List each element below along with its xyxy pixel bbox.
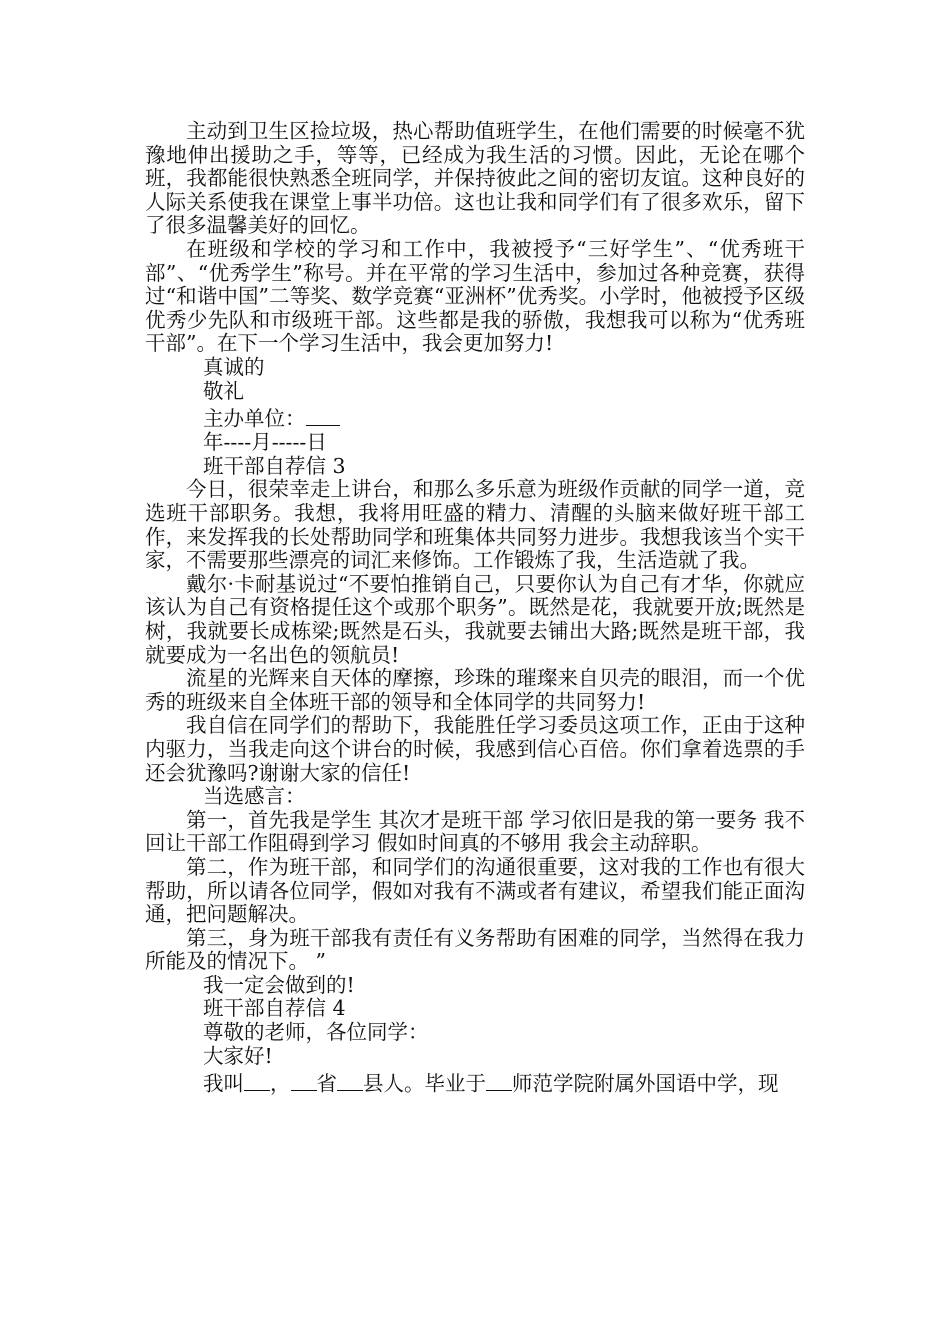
college-blank [486, 1068, 512, 1091]
paragraph-first-point: 第一，首先我是学生 其次才是班干部 学习依旧是我的第一要务 我不回让干部工作阻碍到学习 假如时间真的不够用 我会主动辞职。 [145, 807, 805, 856]
closing-sincerely: 真诚的 [203, 354, 265, 379]
heading-letter-3: 班干部自荐信 3 [203, 453, 346, 478]
paragraph-honors: 在班级和学校的学习和工作中，我被授予“三好学生”、“优秀班干部”、“优秀学生”称号。并在平常的学习生活中，参加过各种竞赛，获得过“和谐中国”二等奖、数学竞赛“亚洲杯”优秀奖。小学时，他被授予区级优秀少先队和市级班干部。这些都是我的骄傲，我想我可以称为“优秀班干部”。在下一个学习生活中，我会更加努力! [145, 236, 805, 356]
document-body [145, 120, 805, 1096]
paragraph-meteor: 流星的光辉来自天体的摩擦，珍珠的璀璨来自贝壳的眼泪，而一个优秀的班级来自全体班干部的领导和全体同学的共同努力! [145, 666, 805, 714]
self-intro-part-2: ， [270, 1071, 291, 1096]
paragraph-intro-3: 今日，很荣幸走上讲台，和那么多乐意为班级作贡献的同学一道，竞选班干部职务。我想，我将用旺盛的精力、清醒的头脑来做好班干部工作，来发挥我的长处帮助同学和班集体共同努力进步。我想我该当个实干家，不需要那些漂亮的词汇来修饰。工作锻炼了我，生活造就了我。 [145, 477, 805, 573]
paragraph-second-point: 第二，作为班干部，和同学们的沟通很重要，这对我的工作也有很大帮助，所以请各位同学，假如对我有不满或者有建议，希望我们能正面沟通，把问题解决。 [145, 854, 805, 927]
province-blank [291, 1068, 317, 1091]
self-intro-line [145, 1068, 805, 1096]
greeting-line: 大家好! [203, 1043, 273, 1068]
salutation-teachers: 尊敬的老师，各位同学： [203, 1020, 429, 1045]
paragraph-confidence: 我自信在同学们的帮助下，我能胜任学习委员这项工作，正由于这种内驱力，当我走向这个讲台的时候，我感到信心百倍。你们拿着选票的手还会犹豫吗?谢谢大家的信任! [145, 713, 805, 785]
county-blank [337, 1068, 363, 1091]
closing-regards: 敬礼 [203, 378, 244, 403]
self-intro-part-4: 县人。毕业于 [363, 1071, 486, 1096]
date-line: 年----月-----日 [203, 430, 327, 455]
paragraph-helping-classmates: 主动到卫生区捡垃圾，热心帮助值班学生，在他们需要的时候毫不犹豫地伸出援助之手，等等，已经成为我生活的习惯。因此，无论在哪个班，我都能很快熟悉全班同学，并保持彼此之间的密切友谊。这种良好的人际关系使我在课堂上事半功倍。这也让我和同学们有了很多欢乐，留下了很多温馨美好的回忆。 [145, 119, 805, 238]
name-blank [244, 1068, 270, 1091]
organizer-blank [306, 403, 340, 426]
self-intro-part-3: 省 [316, 1071, 337, 1096]
organizer-line [145, 403, 805, 431]
self-intro-part-1: 我叫 [203, 1071, 244, 1096]
heading-letter-4: 班干部自荐信 4 [203, 996, 346, 1021]
acceptance-speech-label: 当选感言： [203, 784, 306, 809]
paragraph-third-point: 第三，身为班干部我有责任有义务帮助有困难的同学，当然得在我力所能及的情况下。 ” [145, 925, 805, 974]
self-intro-part-5: 师范学院附属外国语中学，现 [512, 1071, 779, 1096]
promise-line: 我一定会做到的! [203, 972, 355, 997]
paragraph-carnegie-quote: 戴尔·卡耐基说过“不要怕推销自己，只要你认为自己有才华，你就应该认为自己有资格提任这个或那个职务”。既然是花，我就要开放;既然是树，我就要长成栋梁;既然是石头，我就要去铺出大路;既然是班干部，我就要成为一名出色的领航员! [145, 571, 805, 667]
organizer-label: 主办单位： [203, 406, 306, 431]
